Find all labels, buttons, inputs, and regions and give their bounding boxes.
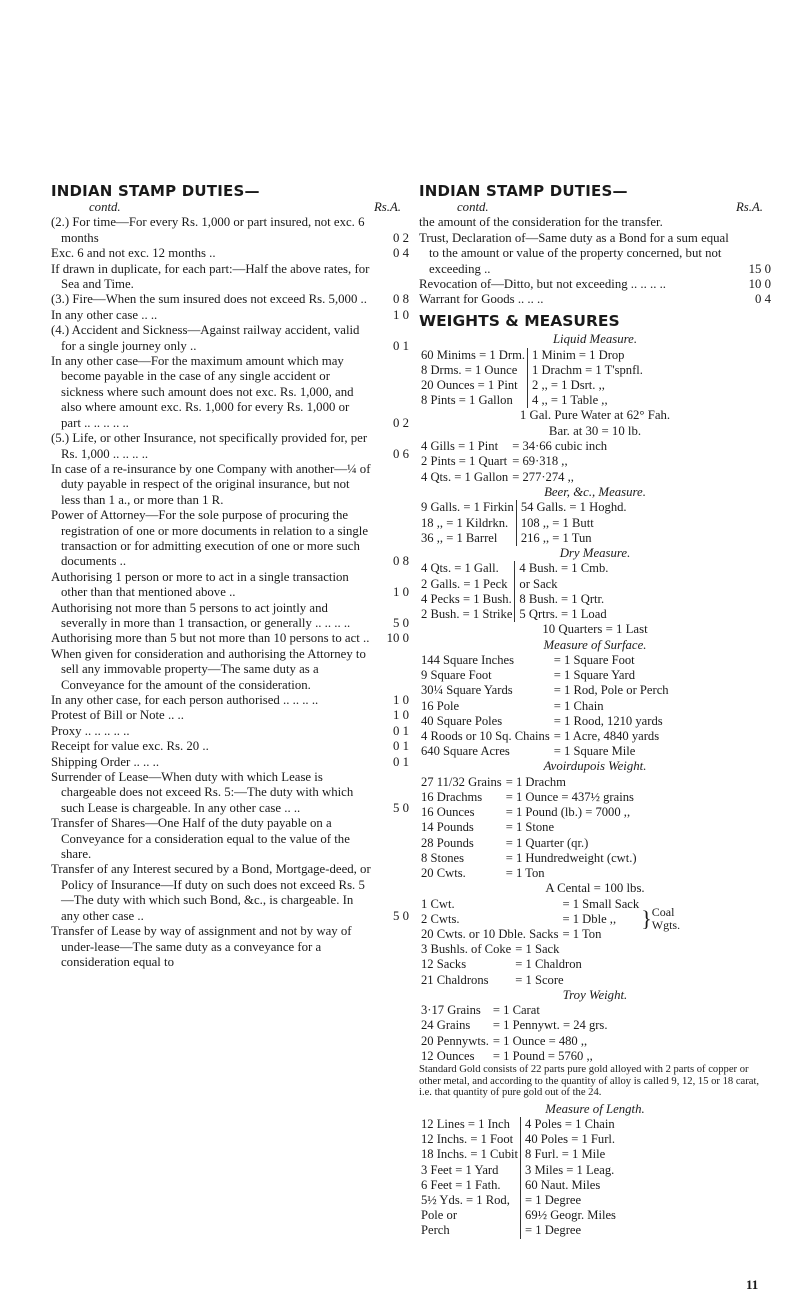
surface-table: [419, 653, 671, 759]
coal-table: [419, 897, 641, 943]
table-cell: 5 Qrtrs. = 1 Load: [515, 607, 610, 622]
duty-text: In any other case—For the maximum amount which may become payable in the case of any single accident or sickness where such amount does not exc. Rs. 1,000, and also where amount exc. Rs. 1,000 for every Rs. 1,000 or part .. .. .. .. ..: [51, 354, 354, 430]
table-cell: = 1 Chaldron: [515, 957, 582, 972]
table-row: [419, 378, 645, 393]
table-cell: 216 ,, = 1 Tun: [516, 531, 628, 546]
table-row: [419, 1117, 618, 1132]
right-entries: [419, 231, 771, 308]
table-row: [419, 957, 584, 972]
duty-value: 0 1: [393, 338, 409, 353]
table-cell: 36 ,, = 1 Barrel: [421, 530, 498, 545]
duty-entry: [51, 246, 409, 261]
table-row: [419, 729, 671, 744]
table-cell: 3·17 Grains: [421, 1003, 481, 1018]
table-cell: 2 Pints = 1 Quart: [421, 454, 508, 469]
duty-entry: [51, 693, 409, 708]
table-cell: 12 Lines = 1 Inch: [421, 1116, 510, 1131]
duty-entry: [51, 508, 409, 570]
length-title: Measure of Length.: [545, 1101, 645, 1116]
duty-text: In case of a re-insurance by one Company with another—¼ of duty payable in respect of the original insurance, but not less than 1 a., or more than 1 R.: [51, 461, 371, 507]
duty-text: Surrender of Lease—When duty with which Lease is chargeable does not exceed Rs. 5:—The duty with which such Lease is chargeable. In any other case .. ..: [51, 770, 354, 815]
liquid-title: Liquid Measure.: [552, 332, 638, 347]
table-row: [419, 577, 610, 592]
table-cell: = 1 Square Yard: [553, 668, 636, 683]
table-cell: Pole or: [421, 1208, 458, 1223]
table-cell: 3 Bushls. of Coke: [421, 942, 512, 957]
table-cell: 3 Feet = 1 Yard: [421, 1162, 499, 1177]
table-row: [419, 607, 610, 622]
table-cell: = 1 Rod, Pole or Perch: [553, 683, 669, 698]
table-cell: 4 Pecks = 1 Bush.: [421, 591, 512, 606]
table-cell: 9 Galls. = 1 Firkin: [421, 500, 514, 515]
left-contd-line: [51, 200, 409, 215]
left-heading: INDIAN STAMP DUTIES—: [51, 182, 260, 200]
page-number: 11: [746, 1277, 759, 1292]
right-heading: INDIAN STAMP DUTIES—: [419, 182, 628, 200]
duty-value: 0 4: [755, 292, 771, 307]
table-cell: = 1 Rood, 1210 yards: [553, 713, 663, 728]
table-row: [419, 699, 671, 714]
table-row: [419, 790, 639, 805]
table-row: [419, 927, 641, 942]
right-unit: Rs.A.: [735, 200, 763, 214]
surface-title: Measure of Surface.: [543, 637, 647, 652]
liquid-extra-table: [419, 439, 609, 485]
duty-text: When given for consideration and authorising the Attorney to sell any immovable property—The same duty as a Conveyance for the amount of the consideration.: [51, 646, 366, 692]
table-cell: 40 Square Poles: [421, 713, 503, 728]
table-row: [419, 592, 610, 607]
table-row: [419, 470, 609, 485]
table-row: [419, 973, 584, 988]
duty-text: (2.) For time—For every Rs. 1,000 or part insured, not exc. 6 months: [51, 215, 365, 245]
weights-measures-heading: WEIGHTS & MEASURES: [419, 311, 620, 330]
table-cell: 8 Pints = 1 Gallon: [421, 393, 513, 408]
table-cell: 21 Chaldrons: [421, 972, 489, 987]
dry-last: 10 Quarters = 1 Last: [542, 622, 648, 637]
table-row: [419, 714, 671, 729]
table-cell: 1 Minim = 1 Drop: [528, 348, 645, 363]
left-contd: contd.: [89, 200, 121, 214]
table-cell: 69½ Geogr. Miles: [521, 1208, 618, 1223]
duty-value: 1 0: [393, 307, 409, 322]
duty-value: 0 8: [393, 554, 409, 569]
duty-entry: [51, 462, 409, 508]
duty-entry: [51, 601, 409, 632]
table-cell: 2 Cwts.: [421, 911, 460, 926]
table-cell: 4 Roods or 10 Sq. Chains: [421, 728, 550, 743]
table-cell: = 1 Drachm: [505, 774, 566, 789]
table-cell: 16 Pole: [421, 698, 460, 713]
duty-entry: [51, 708, 409, 723]
left-column: [51, 183, 409, 970]
table-cell: 2 ,, = 1 Dsrt. ,,: [528, 378, 645, 393]
troy-table: [419, 1003, 609, 1064]
table-row: [419, 1049, 609, 1064]
duty-text: Transfer of Shares—One Half of the duty payable on a Conveyance for a consideration equal to the value of the share.: [51, 816, 350, 862]
duty-value: 1 0: [393, 585, 409, 600]
table-cell: 18 ,, = 1 Kildrkn.: [421, 515, 509, 530]
duty-value: 10 0: [748, 277, 771, 292]
right-column: [419, 183, 771, 1239]
table-cell: = 1 Small Sack: [562, 896, 640, 911]
table-row: [419, 653, 671, 668]
table-cell: = 1 Square Mile: [553, 744, 636, 759]
table-cell: = 1 Ton: [505, 865, 545, 880]
table-cell: = 1 Degree: [521, 1223, 618, 1238]
duty-entry: [51, 308, 409, 323]
table-cell: = 1 Acre, 4840 yards: [553, 728, 660, 743]
troy-title: Troy Weight.: [562, 987, 628, 1002]
table-cell: 108 ,, = 1 Butt: [516, 516, 628, 531]
table-cell: 4 Qts. = 1 Gallon: [421, 469, 509, 484]
coke-table: [419, 942, 584, 988]
table-row: [419, 516, 629, 531]
duty-entry: [51, 215, 409, 246]
table-row: [419, 836, 639, 851]
table-cell: = 1 Carat: [492, 1003, 540, 1018]
duty-value: 0 2: [393, 230, 409, 245]
table-row: [419, 1178, 618, 1193]
duty-entry: [51, 739, 409, 754]
duty-text: Authorising 1 person or more to act in a single transaction other than that mentioned above ..: [51, 569, 349, 600]
table-cell: 60 Minims = 1 Drm.: [421, 347, 526, 362]
table-row: [419, 851, 639, 866]
table-cell: 8 Stones: [421, 850, 465, 865]
duty-entry: [51, 755, 409, 770]
table-cell: 20 Pennywts.: [421, 1033, 489, 1048]
table-row: [419, 668, 671, 683]
table-row: [419, 1132, 618, 1147]
table-cell: = 1 Degree: [521, 1193, 618, 1208]
liquid-table: [419, 348, 645, 409]
table-row: [419, 820, 639, 835]
duty-text: Transfer of Lease by way of assignment and not by way of under-lease—The same duty as a conveyance for a consideration equal to: [51, 924, 352, 969]
duty-entry: [51, 724, 409, 739]
duty-text: Protest of Bill or Note .. ..: [51, 708, 184, 723]
table-cell: or Sack: [515, 577, 610, 592]
table-cell: = 34·66 cubic inch: [512, 439, 608, 454]
table-cell: 27 11/32 Grains: [421, 774, 502, 789]
table-row: [419, 561, 610, 576]
table-row: [419, 454, 609, 469]
table-row: [419, 393, 645, 408]
table-cell: 40 Poles = 1 Furl.: [521, 1132, 618, 1147]
duty-value: 0 1: [393, 723, 409, 738]
duty-text: In any other case .. ..: [51, 307, 158, 322]
avoirdupois-title: Avoirdupois Weight.: [543, 759, 647, 774]
table-cell: 8 Bush. = 1 Qrtr.: [515, 592, 610, 607]
duty-text: If drawn in duplicate, for each part:—Half the above rates, for Sea and Time.: [51, 261, 370, 292]
table-cell: = 1 Chain: [553, 698, 604, 713]
table-row: [419, 1003, 609, 1018]
table-cell: = 1 Hundredweight (cwt.): [505, 850, 637, 865]
table-cell: 5½ Yds. = 1 Rod,: [421, 1192, 510, 1207]
table-cell: 30¼ Square Yards: [421, 683, 513, 698]
table-cell: 4 Qts. = 1 Gall.: [421, 561, 499, 576]
duty-value: 1 0: [393, 708, 409, 723]
duty-entry: [51, 262, 409, 293]
table-row: [419, 1034, 609, 1049]
table-cell: 1 Drachm = 1 T'spnfl.: [528, 363, 645, 378]
table-row: [419, 897, 641, 912]
table-row: [419, 1193, 618, 1208]
table-cell: 12 Inchs. = 1 Foot: [421, 1132, 514, 1147]
table-row: [419, 912, 641, 927]
liquid-note2: Bar. at 30 = 10 lb.: [548, 423, 642, 438]
right-intro: the amount of the consideration for the transfer.: [419, 215, 663, 230]
dry-title: Dry Measure.: [559, 545, 631, 560]
table-cell: = 1 Pennywt. = 24 grs.: [492, 1018, 608, 1033]
table-cell: = 1 Pound = 5760 ,,: [492, 1048, 593, 1063]
table-cell: 9 Square Foot: [421, 668, 492, 683]
table-cell: 4 Bush. = 1 Cmb.: [515, 561, 610, 576]
duty-entry: [51, 770, 409, 816]
table-cell: = 1 Pound (lb.) = 7000 ,,: [505, 805, 631, 820]
table-cell: 3 Miles = 1 Leag.: [521, 1163, 618, 1178]
table-cell: 20 Cwts. or 10 Dble. Sacks: [421, 927, 559, 941]
table-row: [419, 744, 671, 759]
table-cell: = 1 Ounce = 480 ,,: [492, 1033, 588, 1048]
duty-value: 10 0: [386, 631, 409, 646]
table-cell: 18 Inchs. = 1 Cubit: [421, 1147, 519, 1162]
table-row: [419, 1163, 618, 1178]
left-unit: Rs.A.: [373, 200, 401, 214]
table-cell: 14 Pounds: [421, 820, 474, 835]
duty-text: (3.) Fire—When the sum insured does not exceed Rs. 5,000 ..: [51, 292, 367, 307]
table-cell: = 1 Ounce = 437½ grains: [505, 789, 634, 804]
coal-brace: }: [641, 906, 652, 932]
table-cell: = 1 Dble ,,: [562, 911, 617, 926]
avoirdupois-table: [419, 775, 639, 881]
duty-value: 5 0: [393, 800, 409, 815]
duty-entry: [51, 292, 409, 307]
table-row: [419, 805, 639, 820]
duty-text: Revocation of—Ditto, but not exceeding .. .. .. ..: [419, 277, 667, 292]
duty-text: Trust, Declaration of—Same duty as a Bond for a sum equal to the amount or value of the property concerned, but not exceeding ..: [419, 230, 729, 276]
duty-text: Exc. 6 and not exc. 12 months ..: [51, 246, 216, 261]
table-cell: 2 Galls. = 1 Peck: [421, 576, 508, 591]
duty-entry: [419, 292, 771, 307]
duty-text: Power of Attorney—For the sole purpose of procuring the registration of one or more documents in relation to a single transaction or for admitting execution of one or more such documents ..: [51, 508, 369, 569]
table-row: [419, 439, 609, 454]
table-cell: = 1 Quarter (qr.): [505, 835, 589, 850]
table-cell: 8 Drms. = 1 Ounce: [421, 362, 518, 377]
troy-note: Standard Gold consists of 22 parts pure gold alloyed with 2 parts of copper or other metal, and according to the quantity of alloy is called 9, 12, 15 or 18 carat, i.e. that quantity of pure gold out of the 24.: [419, 1064, 760, 1099]
length-table: [419, 1117, 618, 1239]
duty-text: (4.) Accident and Sickness—Against railway accident, valid for a single journey only ..: [51, 323, 360, 353]
table-cell: 54 Galls. = 1 Hoghd.: [516, 500, 628, 515]
table-cell: 28 Pounds: [421, 835, 474, 850]
table-cell: = 1 Ton: [562, 927, 602, 941]
table-row: [419, 1018, 609, 1033]
duty-text: Authorising not more than 5 persons to act jointly and severally in more than 1 transaction, or generally .. .. .. ..: [51, 600, 351, 630]
cental-line: A Cental = 100 lbs.: [545, 881, 645, 896]
duty-entry: [419, 231, 771, 277]
table-row: [419, 1223, 618, 1238]
table-cell: 20 Cwts.: [421, 865, 466, 880]
table-cell: 60 Naut. Miles: [521, 1178, 618, 1193]
table-row: [419, 363, 645, 378]
table-row: [419, 866, 639, 881]
table-cell: = 1 Stone: [505, 820, 555, 835]
table-cell: 24 Grains: [421, 1018, 471, 1033]
duty-value: 0 2: [393, 415, 409, 430]
duty-text: In any other case, for each person authorised .. .. .. ..: [51, 693, 319, 707]
table-cell: = 69·318 ,,: [512, 454, 568, 469]
table-row: [419, 683, 671, 698]
table-cell: = 1 Score: [515, 972, 564, 987]
liquid-note1: 1 Gal. Pure Water at 62° Fah.: [519, 408, 671, 423]
duty-value: 1 0: [393, 693, 409, 707]
table-cell: = 1 Square Foot: [553, 652, 635, 667]
table-cell: 12 Sacks: [421, 957, 467, 972]
duty-entry: [51, 323, 409, 354]
table-cell: 4 Gills = 1 Pint: [421, 439, 499, 454]
table-cell: 2 Bush. = 1 Strike: [421, 606, 513, 621]
table-cell: 1 Cwt.: [421, 896, 455, 911]
beer-table: [419, 500, 629, 546]
duty-text: Proxy .. .. .. .. ..: [51, 723, 130, 738]
table-cell: 640 Square Acres: [421, 744, 510, 759]
duty-value: 5 0: [393, 615, 409, 630]
table-row: [419, 775, 639, 790]
table-cell: 12 Ounces: [421, 1048, 475, 1063]
duty-entry: [51, 647, 409, 693]
duty-value: 0 4: [393, 246, 409, 261]
duty-entry: [51, 631, 409, 646]
table-row: [419, 531, 629, 546]
right-contd: contd.: [457, 200, 489, 214]
table-cell: 144 Square Inches: [421, 652, 515, 667]
duty-entry: [51, 354, 409, 431]
table-row: [419, 1208, 618, 1223]
duty-value: 5 0: [393, 908, 409, 923]
duty-value: 0 1: [393, 754, 409, 769]
coal-block: [419, 897, 771, 943]
duty-entry: [51, 570, 409, 601]
duty-text: Transfer of any Interest secured by a Bond, Mortgage-deed, or Policy of Insurance—If duty on such does not exceed Rs. 5—The duty with which such Bond, &c., is chargeable. In any other case ..: [51, 862, 371, 923]
table-cell: 16 Ounces: [421, 805, 475, 820]
duty-text: Receipt for value exc. Rs. 20 ..: [51, 739, 209, 754]
table-cell: 16 Drachms: [421, 789, 483, 804]
duty-value: 15 0: [748, 261, 771, 276]
duty-entry: [51, 862, 409, 924]
duty-entry: [51, 431, 409, 462]
duty-value: 0 6: [393, 446, 409, 461]
left-entries: [51, 215, 409, 970]
table-cell: 4 ,, = 1 Table ,,: [528, 393, 645, 408]
dry-table: [419, 561, 610, 622]
table-cell: = 1 Sack: [515, 942, 560, 957]
right-contd-line: [419, 200, 771, 215]
table-row: [419, 348, 645, 363]
table-cell: 4 Poles = 1 Chain: [521, 1117, 618, 1132]
duty-text: Authorising more than 5 but not more than 10 persons to act ..: [51, 631, 370, 646]
duty-entry: [51, 924, 409, 970]
duty-value: 0 8: [393, 292, 409, 307]
duty-value: 0 1: [393, 739, 409, 754]
table-row: [419, 942, 584, 957]
table-cell: 8 Furl. = 1 Mile: [521, 1147, 618, 1162]
coal-label: Coal Wgts.: [651, 905, 681, 933]
table-row: [419, 1147, 618, 1162]
table-cell: = 277·274 ,,: [512, 469, 574, 484]
beer-title: Beer, &c., Measure.: [544, 484, 646, 499]
duty-entry: [419, 277, 771, 292]
table-cell: Perch: [421, 1223, 450, 1238]
duty-text: Warrant for Goods .. .. ..: [419, 292, 544, 307]
duty-text: (5.) Life, or other Insurance, not specifically provided for, per Rs. 1,000 .. .. .. ..: [51, 431, 368, 461]
duty-entry: [51, 816, 409, 862]
table-row: [419, 500, 629, 515]
table-cell: 6 Feet = 1 Fath.: [421, 1177, 501, 1192]
duty-text: Shipping Order .. .. ..: [51, 754, 160, 769]
table-cell: 20 Ounces = 1 Pint: [421, 378, 518, 393]
